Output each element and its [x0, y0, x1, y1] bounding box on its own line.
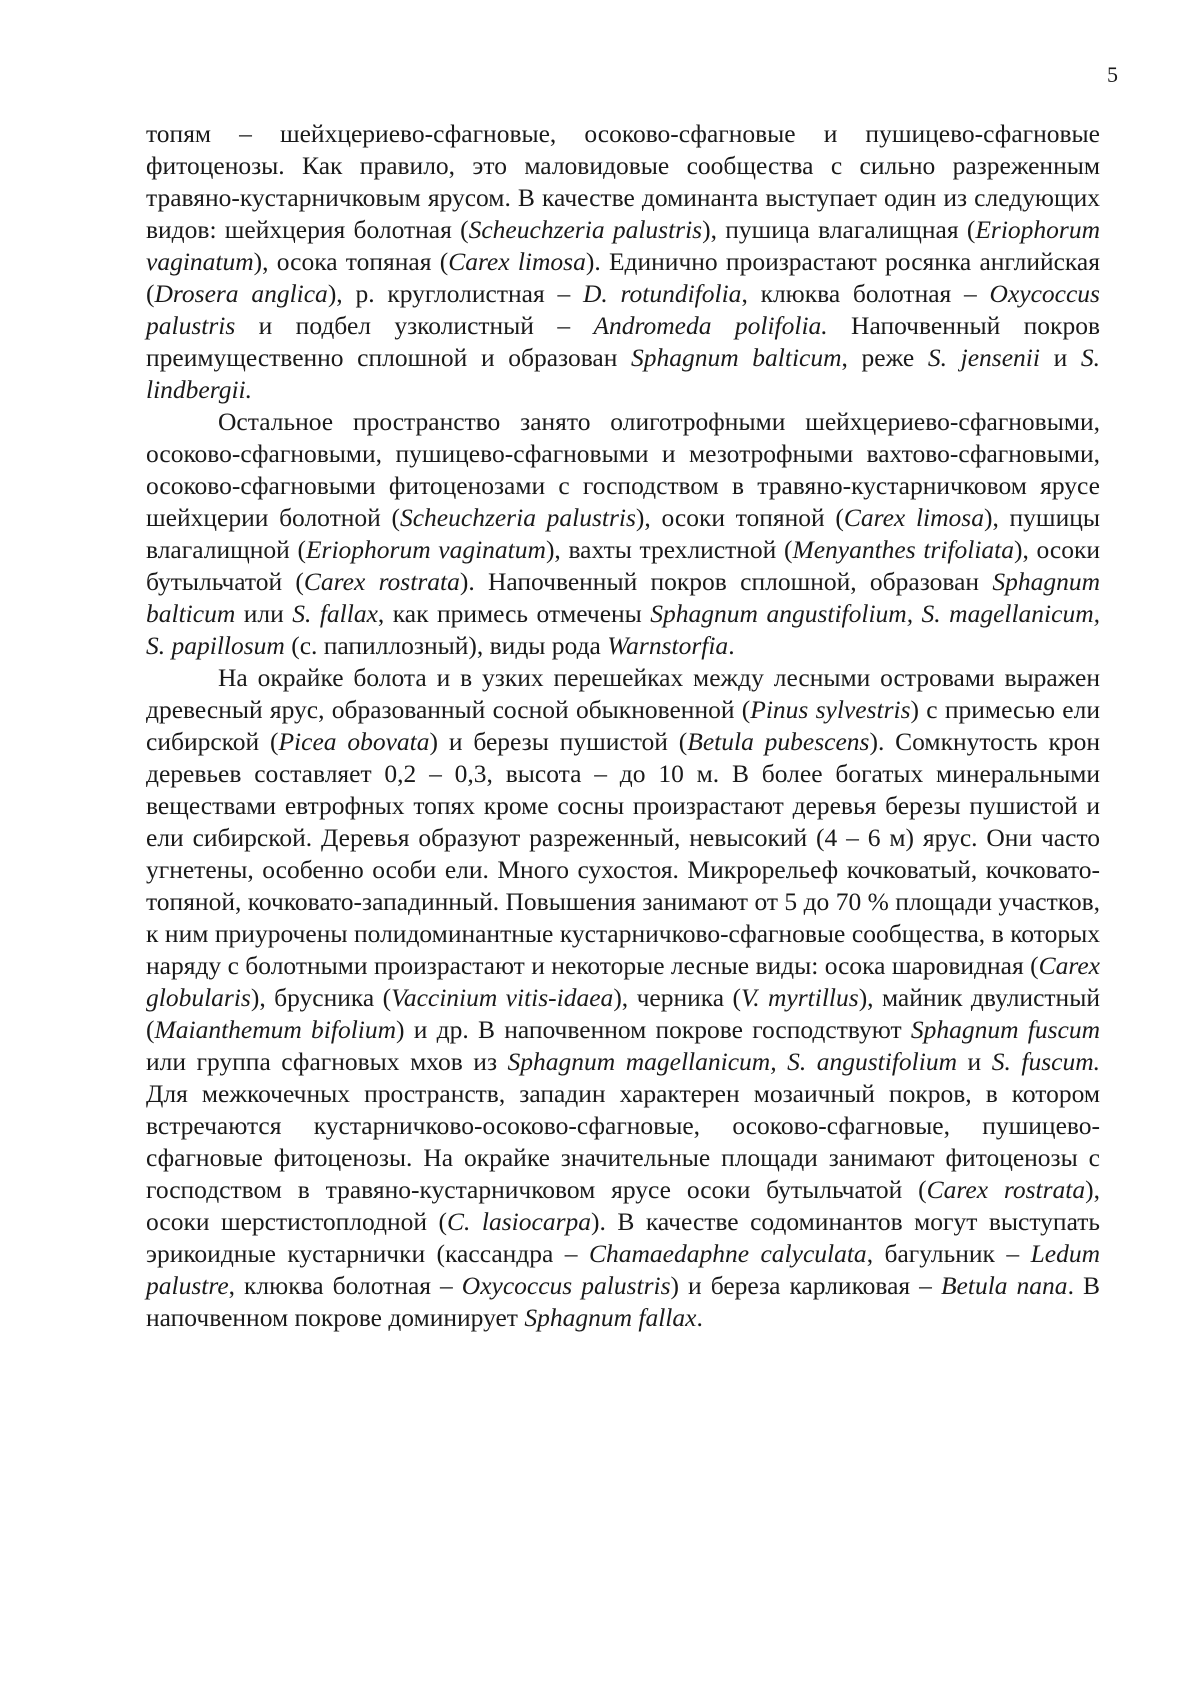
- text-run: ), майник двулистный (: [146, 983, 1100, 1044]
- text-run: На окрайке болота и в узких перешейках между лесными островами выражен древесный ярус, образованный сосной обыкновенной (: [146, 663, 1100, 724]
- species-name: C. lasiocarpa: [447, 1207, 592, 1236]
- paragraph-2: [146, 406, 1100, 662]
- text-run: .: [728, 631, 735, 660]
- species-name: Ledum palustre: [146, 1239, 1100, 1300]
- text-run: ), р. круглолистная –: [327, 279, 583, 308]
- text-run: и: [1039, 343, 1081, 372]
- text-run: , клюква болотная –: [741, 279, 990, 308]
- text-run: (с. папиллозный), виды рода: [284, 631, 608, 660]
- text-run: ). Напочвенный покров сплошной, образован: [459, 567, 993, 596]
- body-text: [146, 118, 1100, 1334]
- text-run: или группа сфагновых мхов из: [146, 1047, 508, 1076]
- text-run: .: [696, 1303, 703, 1332]
- species-name: Carex limosa: [843, 503, 984, 532]
- species-name: Scheuchzeria palustris: [468, 215, 703, 244]
- text-run: , багульник –: [866, 1239, 1031, 1268]
- species-name: Pinus sylvestris: [750, 695, 911, 724]
- species-name: S. lindbergii.: [146, 343, 1100, 404]
- text-run: ) с примесью ели сибирской (: [146, 695, 1100, 756]
- species-name: Picea obovata: [278, 727, 430, 756]
- text-run: , клюква болотная –: [228, 1271, 462, 1300]
- species-name: Scheuchzeria palustris: [399, 503, 636, 532]
- text-run: . В напочвенном покрове доминирует: [146, 1271, 1100, 1332]
- text-run: топям – шейхцериево-сфагновые, осоково-сфагновые и пушицево-сфагновые фитоценозы. Как правило, это маловидовые сообщества с сильно разреженным травяно-кустарничковым ярусом. В качестве доминанта выступает один из следующих видов: шейхцерия болотная (: [146, 119, 1100, 244]
- text-run: ), осоки шерстистоплодной (: [146, 1175, 1100, 1236]
- species-name: Sphagnum magellanicum, S. angustifolium: [507, 1047, 958, 1076]
- species-name: D. rotundifolia: [582, 279, 742, 308]
- species-name: Sphagnum fallax: [524, 1303, 697, 1332]
- species-name: Drosera anglica: [154, 279, 328, 308]
- text-run: ), пушицы влагалищной (: [146, 503, 1100, 564]
- species-name: Eriophorum vaginatum: [305, 535, 546, 564]
- text-run: ), осоки бутыльчатой (: [146, 535, 1101, 596]
- paragraph-3: [146, 662, 1100, 1334]
- species-name: Maianthemum bifolium: [154, 1015, 397, 1044]
- text-run: ) и др. В напочвенном покрове господствуют: [396, 1015, 911, 1044]
- text-run: ) и береза карликовая –: [670, 1271, 941, 1300]
- species-name: Sphagnum balticum: [146, 567, 1100, 628]
- text-run: ), осоки топяной (: [635, 503, 844, 532]
- species-name: Chamaedaphne calyculata: [588, 1239, 867, 1268]
- text-run: Напочвенный покров преимущественно сплошной и образован: [146, 311, 1100, 372]
- text-run: ). Сомкнутость крон деревьев составляет 0,2 – 0,3, высота – до 10 м. В более богатых минеральными веществами евтрофных топях кроме сосны произрастают деревья березы пушистой и ели сибирской. Деревья образуют разреженный, невысокий (4 – 6 м) ярус. Они часто угнетены, особенно особи ели. Много сухостоя. Микрорельеф кочковатый, кочковато-топяной, кочковато-западинный. Повышения занимают от 5 до 70 % площади участков, к ним приурочены полидоминантные кустарничково-сфагновые сообщества, в которых наряду с болотными произрастают и некоторые лесные виды: осока шаровидная (: [146, 727, 1101, 980]
- species-name: Warnstorfia: [607, 631, 729, 660]
- species-name: Betula pubescens: [687, 727, 870, 756]
- text-run: , реже: [841, 343, 928, 372]
- species-name: Eriophorum vaginatum: [146, 215, 1100, 276]
- text-run: Остальное пространство занято олиготрофными шейхцериево-сфагновыми, осоково-сфагновыми, пушицево-сфагновыми и мезотрофными вахтово-сфагновыми, осоково-сфагновыми фитоценозами с господством в травяно-кустарничковом ярусе шейхцерии болотной (: [146, 407, 1100, 532]
- text-run: ), пушица влагалищная (: [702, 215, 976, 244]
- species-name: Sphagnum balticum: [631, 343, 842, 372]
- species-name: S. fallax: [292, 599, 378, 628]
- species-name: Carex globularis: [146, 951, 1100, 1012]
- species-name: Andromeda polifolia.: [593, 311, 828, 340]
- species-name: Sphagnum fuscum: [910, 1015, 1100, 1044]
- species-name: Carex limosa: [448, 247, 586, 276]
- species-name: Carex rostrata: [926, 1175, 1086, 1204]
- text-run: и подбел узколистный –: [235, 311, 594, 340]
- species-name: Oxycoccus palustris: [146, 279, 1100, 340]
- species-name: Oxycoccus palustris: [461, 1271, 671, 1300]
- text-run: , как примесь отмечены: [377, 599, 651, 628]
- text-run: ), брусника (: [250, 983, 392, 1012]
- text-run: ), вахты трехлистной (: [545, 535, 793, 564]
- species-name: Sphagnum angustifolium, S. magellanicum, S. papillosum: [146, 599, 1101, 660]
- species-name: Carex rostrata: [303, 567, 460, 596]
- species-name: Vaccinium vitis-idaea: [391, 983, 614, 1012]
- text-run: ), черника (: [613, 983, 741, 1012]
- species-name: Menyanthes trifoliata: [792, 535, 1015, 564]
- species-name: Betula nana: [940, 1271, 1068, 1300]
- species-name: V. myrtillus: [740, 983, 859, 1012]
- text-run: ). В качестве содоминантов могут выступать эрикоидные кустарнички (кассандра –: [146, 1207, 1101, 1268]
- text-run: ) и березы пушистой (: [429, 727, 688, 756]
- text-run: ). Единично произрастают росянка английская (: [146, 247, 1100, 308]
- text-run: ), осока топяная (: [253, 247, 449, 276]
- text-run: Для межкочечных пространств, западин характерен мозаичный покров, в котором встречаются кустарничково-осоково-сфагновые, осоково-сфагновые, пушицево-сфагновые фитоценозы. На окрайке значительные площади занимают фитоценозы с господством в травяно-кустарничковом ярусе осоки бутыльчатой (: [146, 1079, 1100, 1204]
- text-run: и: [957, 1047, 992, 1076]
- paragraph-1: [146, 118, 1100, 406]
- text-run: или: [235, 599, 293, 628]
- species-name: S. jensenii: [927, 343, 1040, 372]
- species-name: S. fuscum.: [991, 1047, 1100, 1076]
- page-number: 5: [1107, 62, 1118, 87]
